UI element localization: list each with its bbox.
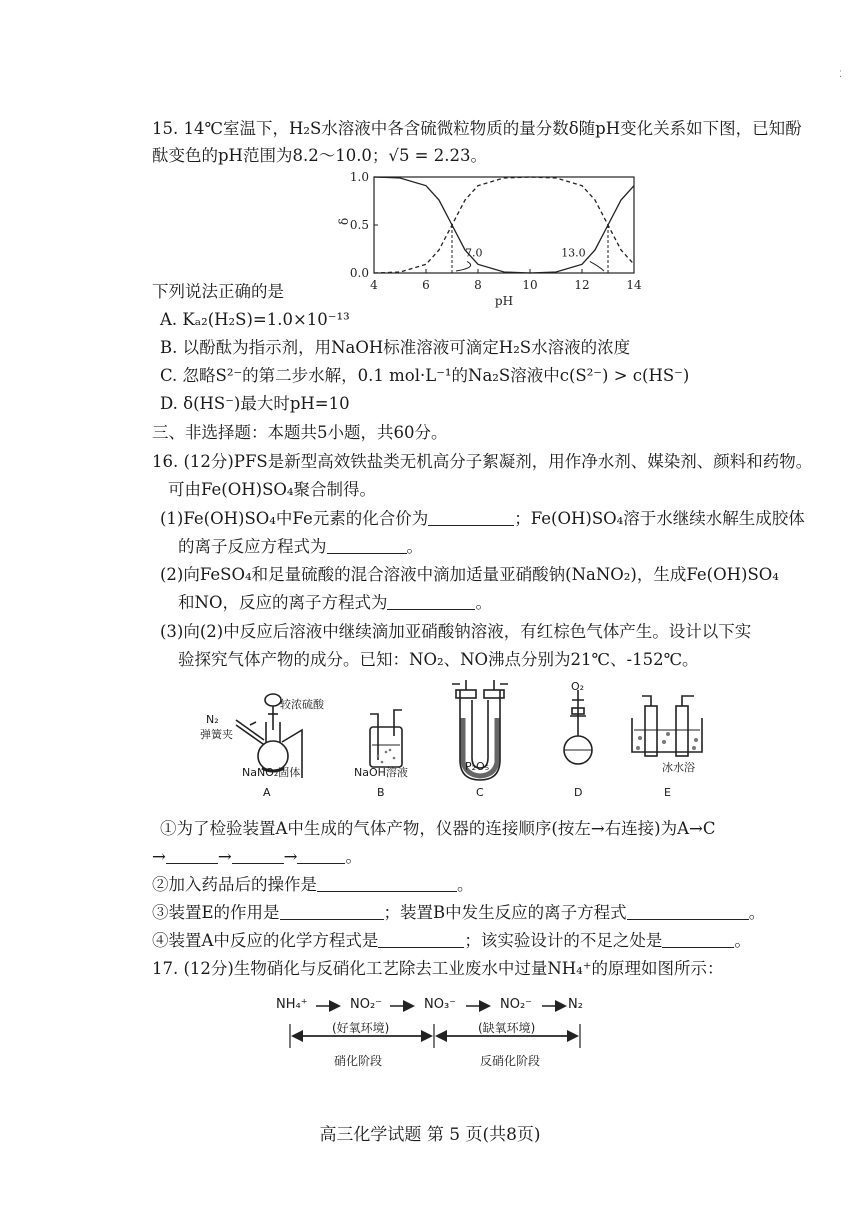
series-line-3 (530, 186, 634, 273)
label-a-clip: 弹簧夹 (200, 728, 233, 741)
annotation-label: 13.0 (561, 246, 586, 260)
q16-sub1-line1: ①为了检验装置A中生成的气体产物，仪器的连接顺序(按左→右连接)为A→C (160, 819, 716, 838)
q16-part1-line2 (178, 536, 423, 558)
flow-species-5: N₂ (568, 997, 583, 1012)
q16-s4-text-a: ④装置A中反应的化学方程式是 (152, 931, 379, 950)
env-anoxic: (缺氧环境) (478, 1021, 536, 1035)
x-tick-label: 6 (422, 278, 430, 292)
answer-blank[interactable] (317, 875, 457, 892)
section-heading: 三、非选择题：本题共5小题，共60分。 (152, 423, 448, 442)
page-footer: 高三化学试题 第 5 页(共8页) (319, 1125, 541, 1145)
annotation-arrow (590, 261, 604, 271)
period-text: 。 (345, 847, 362, 866)
q15-stem-line1: 15. 14℃室温下，H₂S水溶液中各含硫微粒物质的量分数δ随pH变化关系如下图，已知酚 (152, 119, 802, 138)
flow-species-4: NO₂⁻ (500, 997, 533, 1012)
y-tick-label: 1.0 (349, 170, 369, 184)
arrow-text: → (217, 847, 232, 866)
chart-marks (452, 225, 608, 273)
chart-curves (374, 177, 634, 273)
stage-denitrification: 反硝化阶段 (480, 1054, 541, 1068)
q16-sub2 (152, 874, 474, 896)
period-text: 。 (748, 903, 766, 922)
q16-p2-text-b: 和NO，反应的离子方程式为 (178, 593, 388, 612)
q16-sub3 (152, 902, 765, 924)
label-c-p2o5: P₂O₅ (465, 760, 490, 773)
label-d-o2: O₂ (571, 680, 585, 693)
q17-stem: 17. (12分)生物硝化与反硝化工艺除去工业废水中过量NH₄⁺的原理如图所示： (152, 959, 724, 978)
answer-blank[interactable] (378, 931, 464, 948)
label-letter-c: C (476, 786, 484, 799)
q16-p2-text-c: 。 (475, 593, 492, 612)
arrow-text: → (152, 847, 166, 866)
label-letter-b: B (377, 786, 385, 799)
q16-part3-line1: (3)向(2)中反应后溶液中继续滴加亚硝酸钠溶液，有红棕色气体产生。设计以下实 (160, 622, 752, 641)
x-tick-label: 4 (370, 278, 378, 292)
apparatus-e (632, 696, 702, 756)
plot-frame (374, 177, 634, 273)
chart-axes (337, 170, 642, 308)
q16-part2-line1: (2)向FeSO₄和足量硫酸的混合溶液中滴加适量亚硝酸钠(NaNO₂)，生成Fe(OH)SO₄ (160, 565, 779, 584)
x-tick-label: 12 (574, 278, 590, 292)
q16-p1-text-a: (1)Fe(OH)SO₄中Fe元素的化合价为 (160, 509, 429, 528)
period-text: 。 (457, 875, 474, 894)
label-b-solution: NaOH溶液 (354, 766, 408, 779)
flow-species-3: NO₃⁻ (424, 997, 457, 1012)
q16-p1-text-c: 的离子反应方程式为 (178, 537, 327, 556)
stage-nitrification: 硝化阶段 (334, 1054, 383, 1068)
answer-blank[interactable] (627, 903, 749, 920)
x-tick-label: 8 (474, 278, 482, 292)
label-letter-a: A (263, 786, 271, 799)
answer-blank[interactable] (327, 537, 407, 554)
env-aerobic: (好氧环境) (332, 1021, 390, 1035)
q16-part3-line2: 验探究气体产物的成分。已知：NO₂、NO沸点分别为21℃、-152℃。 (178, 650, 699, 669)
answer-blank[interactable] (428, 509, 514, 526)
q16-part2-line2 (178, 592, 492, 614)
answer-blank[interactable] (232, 847, 284, 864)
flow-species-1: NH₄⁺ (276, 997, 308, 1012)
answer-blank[interactable] (387, 593, 475, 610)
q16-stem-line2: 可由Fe(OH)SO₄聚合制得。 (168, 480, 377, 499)
y-tick-label: 0.0 (349, 266, 369, 280)
q16-s3-text-a: ③装置E的作用是 (152, 903, 280, 922)
x-tick-label: 14 (626, 278, 642, 292)
annotation-label: 7.0 (465, 246, 483, 260)
x-tick-label: 10 (522, 278, 538, 292)
answer-blank[interactable] (280, 903, 384, 920)
q15-prompt: 下列说法正确的是 (152, 282, 284, 301)
label-a-n2: N₂ (206, 713, 219, 726)
flow-species-2: NO₂⁻ (350, 997, 383, 1012)
y-tick-label: 0.5 (349, 218, 369, 232)
answer-blank[interactable] (662, 931, 734, 948)
arrow-text: → (283, 847, 298, 866)
edge-mark: ⁚ (839, 70, 842, 80)
q16-sub1-line2 (152, 846, 362, 868)
label-letter-d: D (574, 786, 583, 799)
answer-blank[interactable] (166, 847, 218, 864)
delta-ph-chart (330, 165, 660, 310)
period-text: 。 (734, 931, 751, 950)
q16-p1-text-d: 。 (406, 537, 423, 556)
series-line-2 (374, 177, 634, 273)
q16-s3-text-b: ；装置B中发生反应的离子方程式 (383, 903, 627, 922)
label-a-acid: 较浓硫酸 (280, 698, 324, 711)
q16-s2-text: ②加入药品后的操作是 (152, 875, 317, 894)
answer-blank[interactable] (297, 847, 345, 864)
apparatus-figure (190, 670, 730, 810)
y-axis-label: δ (337, 217, 351, 225)
q15-option-c: C. 忽略S²⁻的第二步水解，0.1 mol·L⁻¹的Na₂S溶液中c(S²⁻) > c(HS⁻) (160, 366, 690, 385)
q16-sub4 (152, 930, 751, 952)
q15-option-b: B. 以酚酞为指示剂，用NaOH标准溶液可滴定H₂S水溶液的浓度 (160, 338, 631, 357)
q17-flow-diagram (280, 998, 600, 1058)
q16-part1-line1 (160, 508, 805, 530)
label-e-icebath: 冰水浴 (662, 761, 695, 774)
label-letter-e: E (664, 786, 671, 799)
x-axis-label: pH (494, 294, 514, 308)
q16-stem-line1: 16. (12分)PFS是新型高效铁盐类无机高分子絮凝剂，用作净水剂、媒染剂、颜料和药物。 (152, 452, 813, 471)
label-a-solid: NaNO₂固体 (242, 766, 301, 779)
annotation-arrow (456, 261, 471, 271)
q16-p1-text-b: ；Fe(OH)SO₄溶于水继续水解生成胶体 (514, 509, 805, 528)
q15-option-a: A. Kₐ₂(H₂S)=1.0×10⁻¹³ (160, 310, 350, 329)
q15-option-d: D. δ(HS⁻)最大时pH=10 (160, 394, 350, 413)
q16-s4-text-b: ；该实验设计的不足之处是 (464, 931, 663, 950)
q15-stem-line2: 酞变色的pH范围为8.2～10.0；√5 = 2.23。 (152, 146, 487, 165)
apparatus-d (564, 690, 592, 764)
apparatus-b (370, 710, 402, 767)
